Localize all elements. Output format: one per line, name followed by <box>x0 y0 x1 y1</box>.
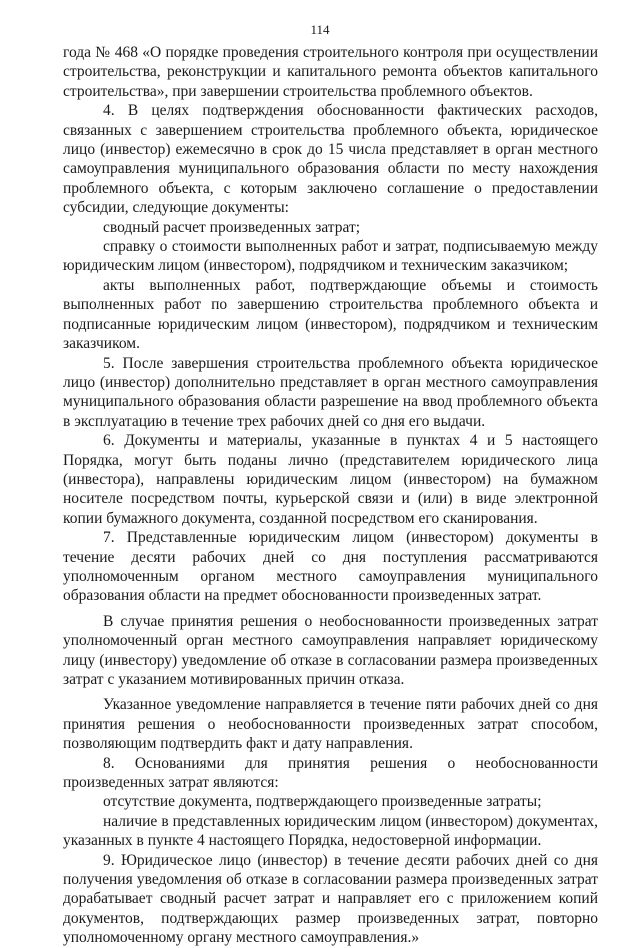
paragraph-item-7: 7. Представленные юридическим лицом (инвестором) документы в течение десяти рабочих дней со дня поступления рассматриваются уполномоченным органом местного самоуправления муниципального образования области на предмет обоснованности произведенных затрат. <box>63 529 598 605</box>
list-item-missing-document: отсутствие документа, подтверждающего произведенные затраты; <box>103 793 542 811</box>
paragraph-item-6: 6. Документы и материалы, указанные в пунктах 4 и 5 настоящего Порядка, могут быть поданы лично (представителем юридического лица (инвестора), направлены юридическим лицом (инвестором) на бумажном носителе посредством почты, курьерской связи и (или) в виде электронной копии бумажного документа, созданной посредством его сканирования. <box>63 432 598 527</box>
paragraph-item-4: 4. В целях подтверждения обоснованности фактических расходов, связанных с завершением строительства проблемного объекта, юридическое лицо (инвестор) ежемесячно в срок до 15 числа представляет в орган местного самоуправления муниципального образования области по месту нахождения проблемного объекта, с которым заключено соглашение о предоставлении субсидии, следующие документы: <box>63 102 598 217</box>
paragraph-refusal-case: В случае принятия решения о необоснованности произведенных затрат уполномоченный орган местного самоуправления направляет юридическому лицу (инвестору) уведомление об отказе в согласовании размера произведенных затрат с указанием мотивированных причин отказа. <box>63 612 598 688</box>
page-number: 114 <box>310 22 330 37</box>
list-item-work-acts: акты выполненных работ, подтверждающие объемы и стоимость выполненных работ по завершению строительства проблемного объекта и подписанные юридическим лицом (инвестором), подрядчиком и техническим заказчиком. <box>63 276 598 353</box>
paragraph-item-9: 9. Юридическое лицо (инвестор) в течение десяти рабочих дней со дня получения уведомления об отказе в согласовании размера произведенных затрат дорабатывает сводный расчет затрат и направляет его с приложением копий документов, подтверждающих размер произведенных затрат, повторно уполномоченному органу местного самоуправления.» <box>63 851 598 947</box>
paragraph-continuation: года № 468 «О порядке проведения строительного контроля при осуществлении строительства, реконструкции и капитального ремонта объектов капитального строительства», при завершении строительства проблемного объектов. <box>63 44 598 100</box>
document-body <box>63 43 598 948</box>
paragraph-item-8: 8. Основаниями для принятия решения о необоснованности произведенных затрат являются: <box>63 754 598 792</box>
list-item-cost-certificate: справку о стоимости выполненных работ и затрат, подписываемую между юридическим лицом (инвестором), подрядчиком и техническим заказчиком; <box>63 238 598 275</box>
paragraph-item-5: 5. После завершения строительства проблемного объекта юридическое лицо (инвестор) дополнительно представляет в орган местного самоуправления муниципального образования области разрешение на ввод проблемного объекта в эксплуатацию в течение трех рабочих дней со дня его выдачи. <box>63 354 598 430</box>
list-item-unreliable-info: наличие в представленных юридическим лицом (инвестором) документах, указанных в пункте 4 настоящего Порядка, недостоверной информации. <box>63 812 598 850</box>
paragraph-notification: Указанное уведомление направляется в течение пяти рабочих дней со дня принятия решения о необоснованности произведенных затрат способом, позволяющим подтвердить факт и дату направления. <box>63 696 598 753</box>
list-item-summary-calculation: сводный расчет произведенных затрат; <box>103 218 361 236</box>
